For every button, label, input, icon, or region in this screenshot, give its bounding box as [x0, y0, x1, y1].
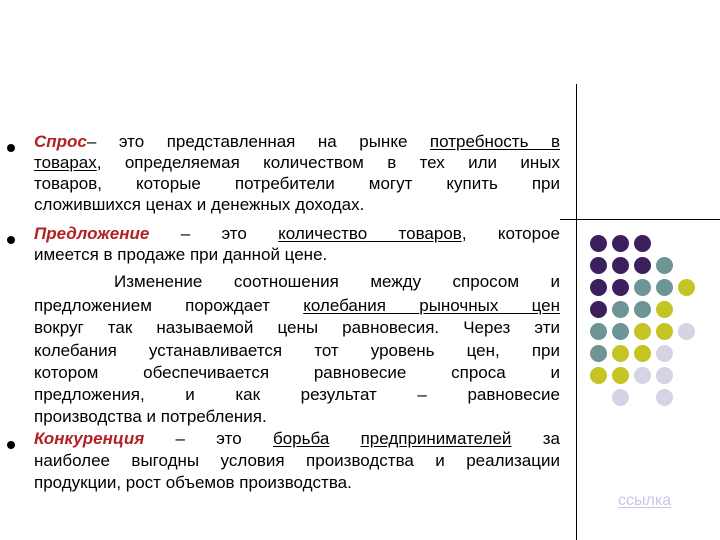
bullet-icon [7, 236, 15, 244]
decorative-dot [656, 367, 673, 384]
decorative-dot [590, 345, 607, 362]
term-supply: Предложение [34, 224, 150, 243]
decorative-dot [612, 323, 629, 340]
text-line: наиболее выгодны условия производства и реализации [34, 451, 560, 470]
decorative-dot [678, 323, 695, 340]
text-line [34, 223, 560, 244]
decorative-dot [612, 389, 629, 406]
text-line: вокруг так называемой цены равновесия. Через эти [34, 318, 560, 337]
decorative-dot [656, 389, 673, 406]
decorative-dot [656, 345, 673, 362]
text-span [498, 296, 531, 315]
decorative-dot [590, 323, 607, 340]
text-span: – это представленная на рынке [86, 132, 430, 151]
decorative-dot [656, 257, 673, 274]
text-span: – это [144, 429, 273, 448]
decorative-dot [656, 301, 673, 318]
text-line: имеется в продаже при данной цене. [34, 245, 328, 264]
decorative-dot [656, 279, 673, 296]
text-line: колебания устанавливается тот уровень цен, при [34, 341, 560, 360]
hyperlink-entrepreneurs[interactable]: предпринимателей [360, 429, 512, 448]
decorative-dot [634, 367, 651, 384]
horizontal-divider [560, 219, 720, 220]
hyperlink-fluctuations[interactable]: колебания [303, 296, 386, 315]
bullet-icon [7, 144, 15, 152]
text-line [34, 131, 560, 152]
hyperlink-goods-2[interactable]: товаров [398, 224, 462, 243]
decorative-dot [590, 301, 607, 318]
decorative-dot [634, 279, 651, 296]
hyperlink-struggle[interactable]: борьба [272, 429, 330, 448]
term-demand: Спрос [34, 132, 87, 151]
text-line: товаров, которые потребители могут купить при [34, 174, 560, 193]
text-line [34, 152, 560, 173]
decorative-dot [678, 279, 695, 296]
text-span [367, 224, 398, 243]
decorative-dot [656, 323, 673, 340]
decorative-dot [634, 257, 651, 274]
text-span [329, 429, 360, 448]
hyperlink-market[interactable]: рыночных [419, 296, 499, 315]
text-span: предложением порождает [34, 296, 304, 315]
decorative-dot [612, 301, 629, 318]
text-line: Изменение соотношения между спросом и [114, 272, 560, 291]
bullet-icon [7, 441, 15, 449]
decorative-dot [612, 345, 629, 362]
decorative-dot [634, 301, 651, 318]
decorative-dot [590, 257, 607, 274]
text-span: за [511, 429, 560, 448]
text-line: предложения, и как результат – равновесие [34, 385, 560, 404]
text-span: , которое [461, 224, 560, 243]
decorative-dot [612, 235, 629, 252]
hyperlink-need[interactable]: потребность в [429, 132, 560, 151]
decorative-dot [612, 257, 629, 274]
text-line [34, 295, 560, 316]
decorative-dot [590, 279, 607, 296]
text-span: , определяемая количеством в тех или иных [96, 153, 560, 172]
text-span: – это [149, 224, 279, 243]
decorative-dot [634, 345, 651, 362]
vertical-divider [576, 84, 577, 540]
term-competition: Конкуренция [34, 429, 145, 448]
decorative-dot [634, 323, 651, 340]
decorative-dot [634, 235, 651, 252]
text-line: сложившихся ценах и денежных доходах. [34, 195, 365, 214]
decorative-dot [590, 367, 607, 384]
decorative-dot [612, 367, 629, 384]
hyperlink-prices[interactable]: цен [531, 296, 560, 315]
decorative-dot [612, 279, 629, 296]
hyperlink-goods[interactable]: товарах [34, 153, 97, 172]
decorative-dot [590, 235, 607, 252]
text-line: продукции, рост объемов производства. [34, 473, 352, 492]
text-line [34, 428, 560, 449]
text-span [386, 296, 419, 315]
hyperlink-quantity[interactable]: количество [278, 224, 368, 243]
text-line: производства и потребления. [34, 407, 267, 426]
text-line: котором обеспечивается равновесие спроса и [34, 363, 560, 382]
link-button[interactable]: ссылка [618, 492, 672, 509]
